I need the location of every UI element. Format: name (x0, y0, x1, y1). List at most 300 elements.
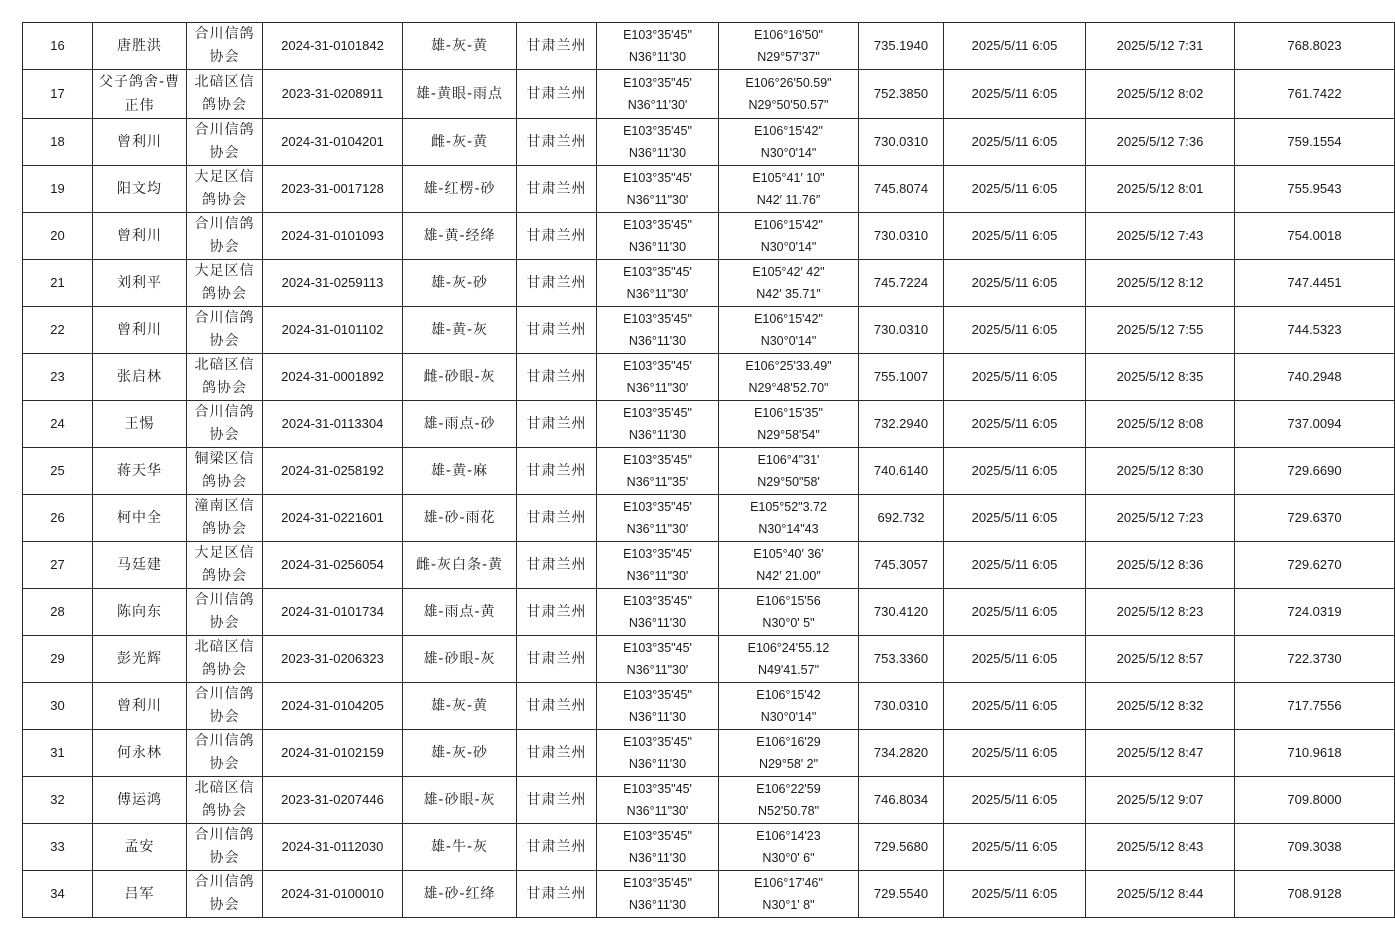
release-coordinates-cell-line: N36°11"35' (626, 475, 689, 489)
release-coordinates-cell-line: N36°11"30' (626, 381, 689, 395)
table-row (23, 636, 1395, 683)
speed-cell: 729.6690 (1235, 448, 1395, 495)
release-coordinates-cell-line: E103°35"45' (623, 171, 692, 185)
release-coordinates-cell (597, 401, 719, 448)
pigeon-description-cell: 雄-砂眼-灰 (403, 636, 517, 683)
arrival-time-cell: 2025/5/12 7:36 (1086, 119, 1235, 166)
loft-coordinates-cell-line: N30°0'14" (760, 240, 817, 254)
owner-name-cell: 曾利川 (93, 683, 187, 730)
ring-number-cell: 2023-31-0206323 (263, 636, 403, 683)
release-coordinates-cell-line: N36°11'30 (628, 334, 687, 348)
association-cell (187, 871, 263, 918)
loft-coordinates-cell-line: E106°16'50" (754, 28, 823, 42)
release-place-cell: 甘肃兰州 (517, 683, 597, 730)
release-coordinates-cell (597, 70, 719, 119)
table-row (23, 448, 1395, 495)
table-row (23, 166, 1395, 213)
distance-cell: 755.1007 (859, 354, 944, 401)
loft-coordinates-cell-line: E105°41′ 10" (752, 171, 825, 185)
ring-number-cell: 2024-31-0101842 (263, 23, 403, 70)
association-cell-line: 鸽协会 (202, 474, 247, 490)
release-coordinates-cell-line: E103°35"45' (623, 265, 692, 279)
owner-name-cell: 陈向东 (93, 589, 187, 636)
ring-number-cell: 2023-31-0207446 (263, 777, 403, 824)
release-coordinates-cell-line: N36°11'30 (628, 146, 687, 160)
ring-number-cell: 2024-31-0259113 (263, 260, 403, 307)
rank-cell: 19 (23, 166, 93, 213)
association-cell-line: 合川信鸽 (194, 122, 255, 138)
release-coordinates-cell (597, 589, 719, 636)
rank-cell: 34 (23, 871, 93, 918)
release-coordinates-cell-line: E103°35'45" (623, 688, 692, 702)
loft-coordinates-cell-line: N29°50'50.57" (748, 98, 829, 112)
arrival-time-cell: 2025/5/12 8:02 (1086, 70, 1235, 119)
association-cell-line: 协会 (209, 333, 240, 349)
association-cell-line: 协会 (209, 145, 240, 161)
release-coordinates-cell (597, 166, 719, 213)
distance-cell: 734.2820 (859, 730, 944, 777)
pigeon-description-cell: 雄-红楞-砂 (403, 166, 517, 213)
speed-cell: 737.0094 (1235, 401, 1395, 448)
distance-cell: 730.0310 (859, 683, 944, 730)
ring-number-cell: 2024-31-0102159 (263, 730, 403, 777)
release-coordinates-cell-line: E103°35"45' (623, 500, 692, 514)
release-time-cell: 2025/5/11 6:05 (944, 871, 1086, 918)
table-row (23, 213, 1395, 260)
release-coordinates-cell (597, 119, 719, 166)
loft-coordinates-cell-line: E105°42′ 42" (752, 265, 825, 279)
owner-name-cell: 马廷建 (93, 542, 187, 589)
owner-name-cell: 傅运鸿 (93, 777, 187, 824)
release-coordinates-cell (597, 260, 719, 307)
table-row (23, 495, 1395, 542)
pigeon-description-cell: 雄-雨点-砂 (403, 401, 517, 448)
release-time-cell: 2025/5/11 6:05 (944, 448, 1086, 495)
release-coordinates-cell (597, 636, 719, 683)
association-cell (187, 70, 263, 119)
release-coordinates-cell-line: N36°11"30' (626, 569, 689, 583)
table-row (23, 824, 1395, 871)
ring-number-cell: 2024-31-0112030 (263, 824, 403, 871)
loft-coordinates-cell-line: N30°0' 5" (762, 616, 815, 630)
association-cell-line: 大足区信 (194, 169, 255, 185)
association-cell-line: 鸽协会 (202, 568, 247, 584)
loft-coordinates-cell-line: N30°0' 6" (762, 851, 815, 865)
speed-cell: 729.6270 (1235, 542, 1395, 589)
distance-cell: 745.7224 (859, 260, 944, 307)
release-coordinates-cell-line: N36°11'30 (628, 710, 687, 724)
arrival-time-cell: 2025/5/12 8:36 (1086, 542, 1235, 589)
distance-cell: 745.3057 (859, 542, 944, 589)
association-cell-line: 合川信鸽 (194, 216, 255, 232)
arrival-time-cell: 2025/5/12 8:23 (1086, 589, 1235, 636)
release-place-cell: 甘肃兰州 (517, 777, 597, 824)
loft-coordinates-cell-line: N29°58' 2" (758, 757, 819, 771)
loft-coordinates-cell-line: E106°15'56 (756, 594, 821, 608)
distance-cell: 729.5540 (859, 871, 944, 918)
loft-coordinates-cell (719, 70, 859, 119)
release-place-cell: 甘肃兰州 (517, 70, 597, 119)
ring-number-cell: 2024-31-0101734 (263, 589, 403, 636)
arrival-time-cell: 2025/5/12 7:23 (1086, 495, 1235, 542)
distance-cell: 730.0310 (859, 213, 944, 260)
speed-cell: 717.7556 (1235, 683, 1395, 730)
loft-coordinates-cell-line: N30°0'14" (760, 146, 817, 160)
distance-cell: 730.4120 (859, 589, 944, 636)
pigeon-description-cell: 雄-牛-灰 (403, 824, 517, 871)
release-place-cell: 甘肃兰州 (517, 213, 597, 260)
speed-cell: 709.3038 (1235, 824, 1395, 871)
pigeon-description-cell: 雄-灰-黄 (403, 23, 517, 70)
release-coordinates-cell-line: E103°35'45" (623, 735, 692, 749)
release-coordinates-cell-line: N36°11'30 (628, 898, 687, 912)
association-cell-line: 鸽协会 (202, 521, 247, 537)
pigeon-description-cell: 雄-黄-麻 (403, 448, 517, 495)
association-cell (187, 824, 263, 871)
release-time-cell: 2025/5/11 6:05 (944, 23, 1086, 70)
association-cell-line: 潼南区信 (194, 498, 255, 514)
release-coordinates-cell-line: E103°35'45" (623, 406, 692, 420)
owner-name-cell: 父子鸽舍-曹正伟 (93, 70, 187, 119)
ring-number-cell: 2024-31-0104201 (263, 119, 403, 166)
loft-coordinates-cell (719, 871, 859, 918)
loft-coordinates-cell (719, 730, 859, 777)
loft-coordinates-cell-line: E106°22'59 (756, 782, 821, 796)
association-cell-line: 合川信鸽 (194, 310, 255, 326)
pigeon-description-cell: 雄-砂-雨花 (403, 495, 517, 542)
arrival-time-cell: 2025/5/12 8:01 (1086, 166, 1235, 213)
pigeon-description-cell: 雌-灰-黄 (403, 119, 517, 166)
rank-cell: 28 (23, 589, 93, 636)
loft-coordinates-cell-line: E106°26'50.59" (745, 76, 832, 90)
rank-cell: 25 (23, 448, 93, 495)
association-cell-line: 协会 (209, 427, 240, 443)
release-coordinates-cell (597, 23, 719, 70)
association-cell-line: 大足区信 (194, 545, 255, 561)
distance-cell: 730.0310 (859, 307, 944, 354)
release-time-cell: 2025/5/11 6:05 (944, 683, 1086, 730)
release-time-cell: 2025/5/11 6:05 (944, 777, 1086, 824)
release-coordinates-cell-line: N36°11"30' (626, 663, 689, 677)
ring-number-cell: 2024-31-0221601 (263, 495, 403, 542)
release-time-cell: 2025/5/11 6:05 (944, 824, 1086, 871)
distance-cell: 692.732 (859, 495, 944, 542)
owner-name-cell: 阳文均 (93, 166, 187, 213)
ring-number-cell: 2024-31-0100010 (263, 871, 403, 918)
table-row (23, 70, 1395, 119)
loft-coordinates-cell-line: E106°15'42 (756, 688, 821, 702)
release-coordinates-cell-line: E103°35'45" (623, 829, 692, 843)
rank-cell: 32 (23, 777, 93, 824)
arrival-time-cell: 2025/5/12 7:55 (1086, 307, 1235, 354)
association-cell-line: 合川信鸽 (194, 592, 255, 608)
speed-cell: 744.5323 (1235, 307, 1395, 354)
pigeon-description-cell: 雌-灰白条-黄 (403, 542, 517, 589)
arrival-time-cell: 2025/5/12 7:31 (1086, 23, 1235, 70)
owner-name-cell: 吕军 (93, 871, 187, 918)
loft-coordinates-cell-line: E106°15'42" (754, 218, 823, 232)
release-time-cell: 2025/5/11 6:05 (944, 119, 1086, 166)
owner-name-cell: 曾利川 (93, 213, 187, 260)
association-cell (187, 260, 263, 307)
table-row (23, 542, 1395, 589)
arrival-time-cell: 2025/5/12 8:44 (1086, 871, 1235, 918)
release-place-cell: 甘肃兰州 (517, 589, 597, 636)
results-sheet (22, 22, 1342, 918)
rank-cell: 23 (23, 354, 93, 401)
release-place-cell: 甘肃兰州 (517, 730, 597, 777)
association-cell-line: 北碚区信 (194, 74, 255, 90)
distance-cell: 752.3850 (859, 70, 944, 119)
association-cell-line: 协会 (209, 239, 240, 255)
association-cell-line: 合川信鸽 (194, 686, 255, 702)
speed-cell: 755.9543 (1235, 166, 1395, 213)
ring-number-cell: 2024-31-0001892 (263, 354, 403, 401)
association-cell-line: 北碚区信 (194, 780, 255, 796)
arrival-time-cell: 2025/5/12 8:08 (1086, 401, 1235, 448)
loft-coordinates-cell (719, 495, 859, 542)
release-place-cell: 甘肃兰州 (517, 354, 597, 401)
association-cell (187, 777, 263, 824)
loft-coordinates-cell (719, 260, 859, 307)
association-cell-line: 合川信鸽 (194, 733, 255, 749)
release-coordinates-cell-line: N36°11'30 (628, 757, 687, 771)
association-cell (187, 213, 263, 260)
release-coordinates-cell-line: E103°35"45' (623, 547, 692, 561)
release-coordinates-cell-line: E103°35'45" (623, 124, 692, 138)
rank-cell: 27 (23, 542, 93, 589)
release-place-cell: 甘肃兰州 (517, 495, 597, 542)
association-cell (187, 636, 263, 683)
release-place-cell: 甘肃兰州 (517, 542, 597, 589)
release-place-cell: 甘肃兰州 (517, 119, 597, 166)
pigeon-description-cell: 雄-黄-灰 (403, 307, 517, 354)
association-cell (187, 166, 263, 213)
release-time-cell: 2025/5/11 6:05 (944, 495, 1086, 542)
release-place-cell: 甘肃兰州 (517, 636, 597, 683)
ring-number-cell: 2024-31-0101102 (263, 307, 403, 354)
association-cell (187, 589, 263, 636)
rank-cell: 16 (23, 23, 93, 70)
table-row (23, 683, 1395, 730)
owner-name-cell: 蒋天华 (93, 448, 187, 495)
table-row (23, 589, 1395, 636)
release-place-cell: 甘肃兰州 (517, 871, 597, 918)
pigeon-description-cell: 雄-黄眼-雨点 (403, 70, 517, 119)
association-cell-line: 协会 (209, 897, 240, 913)
speed-cell: 709.8000 (1235, 777, 1395, 824)
release-coordinates-cell-line: E103°35"45' (623, 782, 692, 796)
loft-coordinates-cell (719, 354, 859, 401)
table-row (23, 119, 1395, 166)
loft-coordinates-cell-line: N42′ 21.00″ (756, 569, 821, 583)
loft-coordinates-cell (719, 777, 859, 824)
association-cell-line: 鸽协会 (202, 380, 247, 396)
association-cell-line: 协会 (209, 756, 240, 772)
release-time-cell: 2025/5/11 6:05 (944, 307, 1086, 354)
arrival-time-cell: 2025/5/12 8:12 (1086, 260, 1235, 307)
rank-cell: 26 (23, 495, 93, 542)
association-cell-line: 铜梁区信 (194, 451, 255, 467)
release-coordinates-cell (597, 448, 719, 495)
pigeon-description-cell: 雄-灰-砂 (403, 730, 517, 777)
race-results-table (22, 22, 1395, 918)
distance-cell: 753.3360 (859, 636, 944, 683)
release-time-cell: 2025/5/11 6:05 (944, 260, 1086, 307)
pigeon-description-cell: 雄-雨点-黄 (403, 589, 517, 636)
loft-coordinates-cell-line: E106°15'42" (754, 124, 823, 138)
owner-name-cell: 彭光辉 (93, 636, 187, 683)
association-cell (187, 354, 263, 401)
table-row (23, 730, 1395, 777)
loft-coordinates-cell-line: N30°0'14" (760, 334, 817, 348)
loft-coordinates-cell-line: E106°14'23 (756, 829, 821, 843)
release-coordinates-cell-line: N36°11"30' (626, 522, 689, 536)
speed-cell: 768.8023 (1235, 23, 1395, 70)
loft-coordinates-cell (719, 448, 859, 495)
loft-coordinates-cell (719, 824, 859, 871)
release-coordinates-cell (597, 824, 719, 871)
loft-coordinates-cell-line: N49'41.57" (757, 663, 820, 677)
association-cell (187, 730, 263, 777)
speed-cell: 761.7422 (1235, 70, 1395, 119)
speed-cell: 710.9618 (1235, 730, 1395, 777)
release-coordinates-cell (597, 871, 719, 918)
loft-coordinates-cell-line: N30°14"43 (758, 522, 819, 536)
speed-cell: 729.6370 (1235, 495, 1395, 542)
loft-coordinates-cell-line: E106°4"31' (757, 453, 820, 467)
ring-number-cell: 2024-31-0113304 (263, 401, 403, 448)
association-cell (187, 307, 263, 354)
distance-cell: 735.1940 (859, 23, 944, 70)
release-coordinates-cell-line: N36°11"30' (626, 804, 689, 818)
owner-name-cell: 刘利平 (93, 260, 187, 307)
loft-coordinates-cell-line: N42′ 11.76″ (756, 193, 821, 207)
loft-coordinates-cell-line: N29°48'52.70" (748, 381, 829, 395)
release-coordinates-cell (597, 730, 719, 777)
release-time-cell: 2025/5/11 6:05 (944, 213, 1086, 260)
ring-number-cell: 2023-31-0208911 (263, 70, 403, 119)
association-cell-line: 北碚区信 (194, 639, 255, 655)
release-coordinates-cell-line: E103°35"45' (623, 76, 692, 90)
release-coordinates-cell (597, 777, 719, 824)
arrival-time-cell: 2025/5/12 8:32 (1086, 683, 1235, 730)
owner-name-cell: 王惕 (93, 401, 187, 448)
loft-coordinates-cell-line: E106°15'35" (754, 406, 823, 420)
release-coordinates-cell-line: N36°11'30 (628, 616, 687, 630)
rank-cell: 21 (23, 260, 93, 307)
speed-cell: 708.9128 (1235, 871, 1395, 918)
loft-coordinates-cell (719, 683, 859, 730)
table-row (23, 354, 1395, 401)
release-time-cell: 2025/5/11 6:05 (944, 542, 1086, 589)
association-cell-line: 鸽协会 (202, 192, 247, 208)
loft-coordinates-cell-line: N52'50.78" (757, 804, 820, 818)
loft-coordinates-cell (719, 307, 859, 354)
release-coordinates-cell (597, 495, 719, 542)
release-coordinates-cell-line: N36°11"30' (626, 287, 689, 301)
release-coordinates-cell (597, 542, 719, 589)
speed-cell: 740.2948 (1235, 354, 1395, 401)
rank-cell: 31 (23, 730, 93, 777)
release-time-cell: 2025/5/11 6:05 (944, 401, 1086, 448)
distance-cell: 732.2940 (859, 401, 944, 448)
table-row (23, 777, 1395, 824)
release-coordinates-cell-line: N36°11'30 (628, 240, 687, 254)
release-place-cell: 甘肃兰州 (517, 260, 597, 307)
arrival-time-cell: 2025/5/12 8:47 (1086, 730, 1235, 777)
pigeon-description-cell: 雄-砂-红绛 (403, 871, 517, 918)
release-coordinates-cell-line: E103°35"45' (623, 641, 692, 655)
release-time-cell: 2025/5/11 6:05 (944, 589, 1086, 636)
association-cell-line: 鸽协会 (202, 97, 247, 113)
release-coordinates-cell (597, 354, 719, 401)
loft-coordinates-cell-line: N29°58'54" (757, 428, 820, 442)
association-cell (187, 683, 263, 730)
release-coordinates-cell (597, 307, 719, 354)
arrival-time-cell: 2025/5/12 8:30 (1086, 448, 1235, 495)
association-cell-line: 北碚区信 (194, 357, 255, 373)
loft-coordinates-cell-line: E106°15'42" (754, 312, 823, 326)
release-coordinates-cell-line: E103°35"45' (623, 359, 692, 373)
arrival-time-cell: 2025/5/12 9:07 (1086, 777, 1235, 824)
release-coordinates-cell-line: N36°11'30' (627, 98, 688, 112)
release-coordinates-cell-line: E103°35'45" (623, 218, 692, 232)
release-place-cell: 甘肃兰州 (517, 23, 597, 70)
rank-cell: 29 (23, 636, 93, 683)
rank-cell: 30 (23, 683, 93, 730)
pigeon-description-cell: 雌-砂眼-灰 (403, 354, 517, 401)
ring-number-cell: 2024-31-0258192 (263, 448, 403, 495)
rank-cell: 20 (23, 213, 93, 260)
loft-coordinates-cell-line: E106°16'29 (756, 735, 821, 749)
arrival-time-cell: 2025/5/12 8:35 (1086, 354, 1235, 401)
release-time-cell: 2025/5/11 6:05 (944, 70, 1086, 119)
association-cell-line: 合川信鸽 (194, 827, 255, 843)
loft-coordinates-cell-line: E105°52"3.72 (750, 500, 827, 514)
table-row (23, 401, 1395, 448)
loft-coordinates-cell-line: N30°1' 8" (762, 898, 815, 912)
loft-coordinates-cell (719, 542, 859, 589)
release-place-cell: 甘肃兰州 (517, 448, 597, 495)
owner-name-cell: 曾利川 (93, 307, 187, 354)
rank-cell: 33 (23, 824, 93, 871)
loft-coordinates-cell-line: N29°50"58' (757, 475, 820, 489)
association-cell-line: 协会 (209, 615, 240, 631)
speed-cell: 759.1554 (1235, 119, 1395, 166)
pigeon-description-cell: 雄-砂眼-灰 (403, 777, 517, 824)
release-place-cell: 甘肃兰州 (517, 401, 597, 448)
ring-number-cell: 2024-31-0256054 (263, 542, 403, 589)
pigeon-description-cell: 雄-灰-黄 (403, 683, 517, 730)
loft-coordinates-cell (719, 166, 859, 213)
association-cell (187, 495, 263, 542)
speed-cell: 754.0018 (1235, 213, 1395, 260)
rank-cell: 17 (23, 70, 93, 119)
loft-coordinates-cell (719, 23, 859, 70)
speed-cell: 747.4451 (1235, 260, 1395, 307)
association-cell-line: 合川信鸽 (194, 404, 255, 420)
release-coordinates-cell-line: E103°35'45" (623, 312, 692, 326)
loft-coordinates-cell (719, 636, 859, 683)
association-cell-line: 鸽协会 (202, 662, 247, 678)
release-coordinates-cell-line: E103°35'45" (623, 453, 692, 467)
arrival-time-cell: 2025/5/12 7:43 (1086, 213, 1235, 260)
loft-coordinates-cell (719, 401, 859, 448)
association-cell-line: 鸽协会 (202, 803, 247, 819)
pigeon-description-cell: 雄-灰-砂 (403, 260, 517, 307)
association-cell-line: 大足区信 (194, 263, 255, 279)
